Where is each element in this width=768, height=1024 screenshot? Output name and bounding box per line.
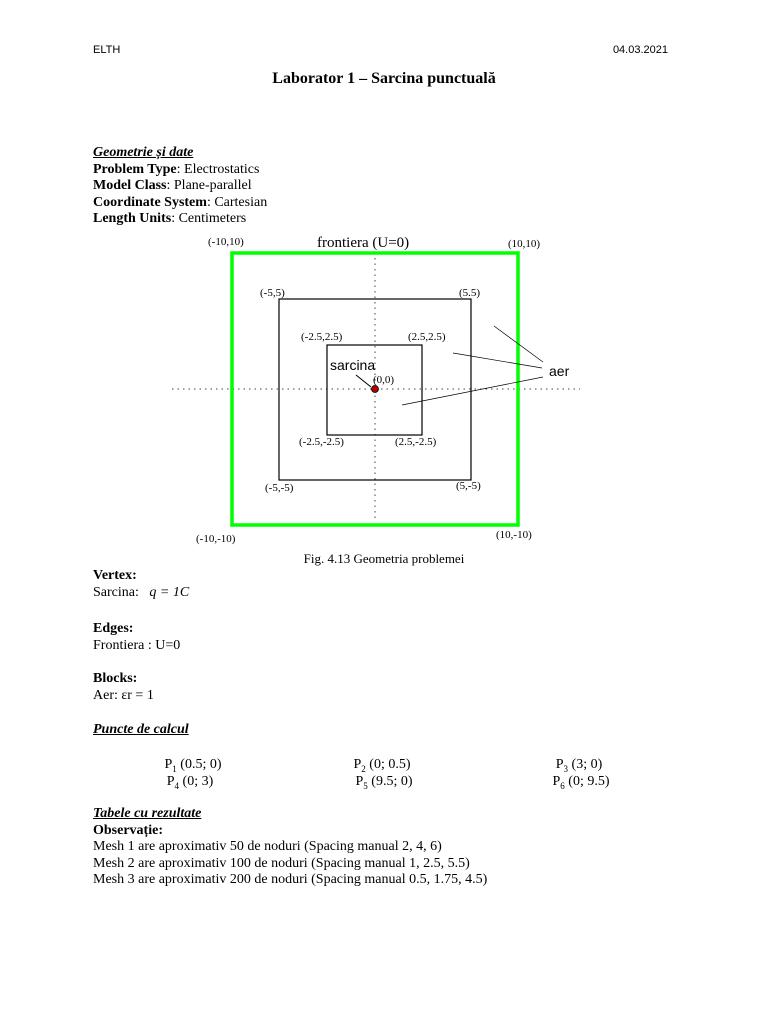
figure-caption: Fig. 4.13 Geometria problemei — [303, 551, 465, 566]
results-section — [93, 806, 487, 889]
mesh-line: Mesh 1 are aproximativ 50 de noduri (Spacing manual 2, 4, 6) — [93, 839, 442, 854]
charge-label: sarcina — [330, 357, 376, 373]
vertex-section — [93, 568, 189, 601]
edges-heading: Edges: — [93, 621, 134, 636]
geometry-row — [93, 211, 267, 228]
coord-outer-tr: (10,10) — [508, 238, 541, 250]
geometry-row — [93, 178, 267, 195]
point-item: $P_5$ (9.5; 0) — [355, 774, 413, 791]
coord-outer-tl: (-10,10) — [208, 236, 244, 248]
point-item: $P_3$ (3; 0) — [555, 757, 603, 774]
geometry-label: Model Class — [93, 178, 167, 193]
air-label: aer — [549, 363, 570, 379]
geometry-value: : Cartesian — [206, 194, 268, 210]
page-title: Laborator 1 – Sarcina punctuală — [272, 70, 496, 87]
geometry-value: : Electrostatics — [176, 161, 260, 177]
points-heading: Puncte de calcul — [93, 722, 189, 737]
boundary-label: frontiera (U=0) — [317, 235, 410, 251]
coord-in-br: (2.5,-2.5) — [395, 436, 437, 448]
mesh-line: Mesh 3 are aproximativ 200 de noduri (Spacing manual 0.5, 1.75, 4.5) — [93, 872, 488, 887]
point-item: $P_6$ (0; 9.5) — [552, 774, 610, 791]
coord-outer-br: (10,-10) — [496, 529, 532, 541]
geometry-row — [93, 195, 267, 212]
point-item: $P_2$ (0; 0.5) — [353, 757, 411, 774]
geometry-label: Coordinate System — [93, 194, 207, 210]
edges-text: Frontiera : U=0 — [93, 637, 181, 653]
air-pointer-line — [402, 377, 543, 405]
coord-mid-tr: (5.5) — [459, 287, 481, 299]
geometry-heading: Geometrie și date — [93, 145, 194, 160]
geometry-row — [93, 162, 267, 179]
vertex-formula: q = 1C — [149, 584, 190, 600]
geometry-value: : Centimeters — [171, 211, 247, 226]
coord-mid-bl: (-5,-5) — [265, 482, 294, 494]
points-section — [93, 722, 189, 739]
coord-mid-tl: (-5,5) — [260, 287, 285, 299]
geometry-section — [93, 145, 267, 228]
charge-dot — [372, 386, 379, 393]
header-left: ELTH — [93, 44, 121, 56]
vertex-label: Sarcina: — [93, 584, 139, 600]
observation-heading: Observație: — [93, 822, 163, 838]
coord-mid-br: (5,-5) — [456, 480, 481, 492]
air-pointer-line — [453, 353, 542, 368]
coord-outer-bl: (-10,-10) — [196, 533, 236, 545]
header-date: 04.03.2021 — [612, 44, 668, 56]
geometry-figure — [0, 228, 768, 548]
geometry-label: Problem Type — [93, 161, 177, 177]
coord-origin: (0,0) — [373, 374, 395, 386]
coord-in-tr: (2.5,2.5) — [408, 331, 446, 343]
blocks-text: Aer: εr = 1 — [93, 687, 154, 703]
edges-section — [93, 621, 180, 654]
mesh-line: Mesh 2 are aproximativ 100 de noduri (Spacing manual 1, 2.5, 5.5) — [93, 855, 470, 871]
blocks-section — [93, 671, 154, 704]
coord-in-bl: (-2.5,-2.5) — [299, 436, 344, 448]
geometry-value: : Plane-parallel — [166, 178, 252, 193]
point-item: $P_1$ (0.5; 0) — [164, 757, 222, 774]
vertex-heading: Vertex: — [93, 568, 137, 583]
charge-pointer-line — [356, 375, 371, 387]
blocks-heading: Blocks: — [93, 671, 138, 686]
geometry-label: Length Units — [93, 211, 172, 226]
results-heading: Tabele cu rezultate — [93, 806, 202, 821]
coord-in-tl: (-2.5,2.5) — [301, 331, 343, 343]
point-item: $P_4$ (0; 3) — [166, 774, 214, 791]
